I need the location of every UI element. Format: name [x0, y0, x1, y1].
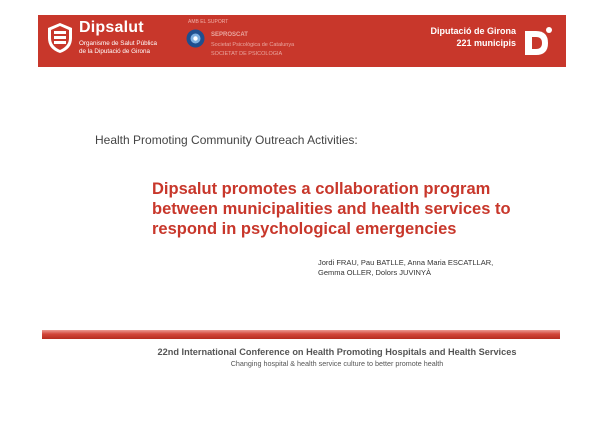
authors-line: Gemma OLLER, Dolors JUVINYÀ [318, 268, 431, 277]
partner-logo-icon [186, 29, 205, 48]
dipsalut-name: Dipsalut [79, 19, 144, 36]
partner-subtitle: Societat Psicològica de Catalunya [211, 42, 295, 48]
presentation-title [152, 179, 552, 239]
authors [318, 258, 493, 278]
title-line: respond in psychological emergencies [152, 220, 457, 238]
conference-title: 22nd International Conference on Health Promoting Hospitals and Health Services [157, 347, 517, 357]
divider-bar [42, 330, 560, 339]
diputacio-name: Diputació de Girona [430, 26, 516, 36]
title-line: between municipalities and health services to [152, 200, 511, 218]
partner-name: SEPROSCAT [211, 32, 248, 38]
diputacio-municipalities: 221 municipis [456, 38, 516, 48]
diputacio-logo-icon [522, 25, 554, 57]
partner-tag: AMB EL SUPORT [188, 19, 229, 25]
partner-subtitle-2: SOCIETAT DE PSICOLOGIA [211, 51, 283, 57]
conference-tagline: Changing hospital & health service culture to better promote health [230, 359, 444, 368]
dipsalut-subtitle: Organisme de Salut Pública [79, 40, 158, 47]
title-line: Dipsalut promotes a collaboration program [152, 180, 491, 198]
section-title: Health Promoting Community Outreach Activities: [95, 133, 358, 147]
header-banner [38, 15, 566, 67]
dipsalut-logo-icon [46, 22, 74, 54]
dipsalut-subtitle-2: de la Diputació de Girona [79, 48, 151, 55]
authors-line: Jordi FRAU, Pau BATLLE, Anna Maria ESCATLLAR, [318, 258, 494, 267]
